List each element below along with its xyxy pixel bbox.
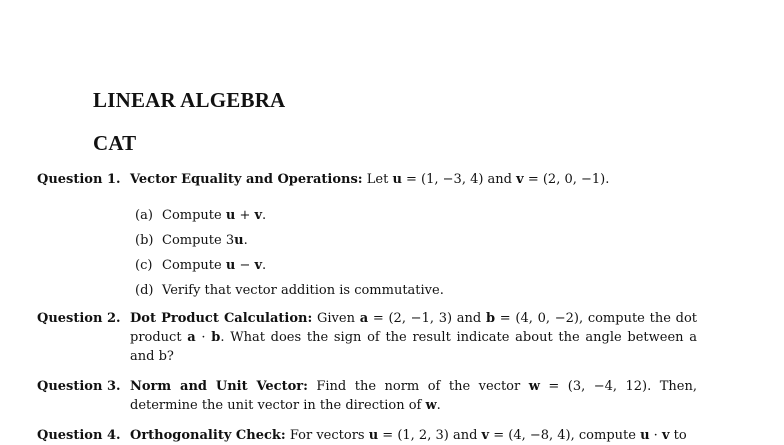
question-label: Question 3.	[37, 379, 121, 394]
document-subtitle: CAT	[93, 131, 137, 155]
question-heading: Dot Product Calculation:	[130, 311, 313, 326]
question-body	[130, 426, 697, 445]
question-4	[37, 426, 697, 445]
question-heading: Vector Equality and Operations:	[130, 172, 363, 187]
question-body	[130, 377, 697, 415]
question-heading: Orthogonality Check:	[130, 428, 286, 443]
subpart-b: (b) Compute 3u.	[135, 228, 444, 253]
question-body	[130, 309, 697, 366]
question-label: Question 1.	[37, 172, 121, 187]
question-heading: Norm and Unit Vector:	[130, 379, 308, 394]
subpart-d: (d) Verify that vector addition is commutative.	[135, 278, 444, 303]
question-1	[37, 170, 697, 189]
question-label: Question 4.	[37, 428, 121, 443]
question-text: Given a = (2, −1, 3) and b = (4, 0, −2), compute the dot product a · b. What does the sign of the result indicate about the angle between a and b?	[130, 311, 697, 364]
question-text: Let u = (1, −3, 4) and v = (2, 0, −1).	[366, 172, 610, 187]
question-3	[37, 377, 697, 415]
subpart-tag: (d)	[135, 283, 154, 298]
question-1-subparts	[135, 203, 444, 303]
subpart-a: (a) Compute u + v.	[135, 203, 444, 228]
question-text: For vectors u = (1, 2, 3) and v = (4, −8, 4), compute u · v to	[289, 428, 687, 443]
question-body	[130, 170, 697, 189]
question-2	[37, 309, 697, 366]
question-label: Question 2.	[37, 311, 121, 326]
subpart-tag: (b)	[135, 233, 154, 248]
vector-u: u	[392, 172, 402, 187]
document-title: LINEAR ALGEBRA	[93, 88, 286, 112]
question-text: Find the norm of the vector w = (3, −4, 12). Then, determine the unit vector in the direction of w.	[130, 379, 697, 413]
subpart-tag: (a)	[135, 208, 153, 223]
vector-v: v	[516, 172, 524, 187]
subpart-c: (c) Compute u − v.	[135, 253, 444, 278]
subpart-tag: (c)	[135, 258, 153, 273]
